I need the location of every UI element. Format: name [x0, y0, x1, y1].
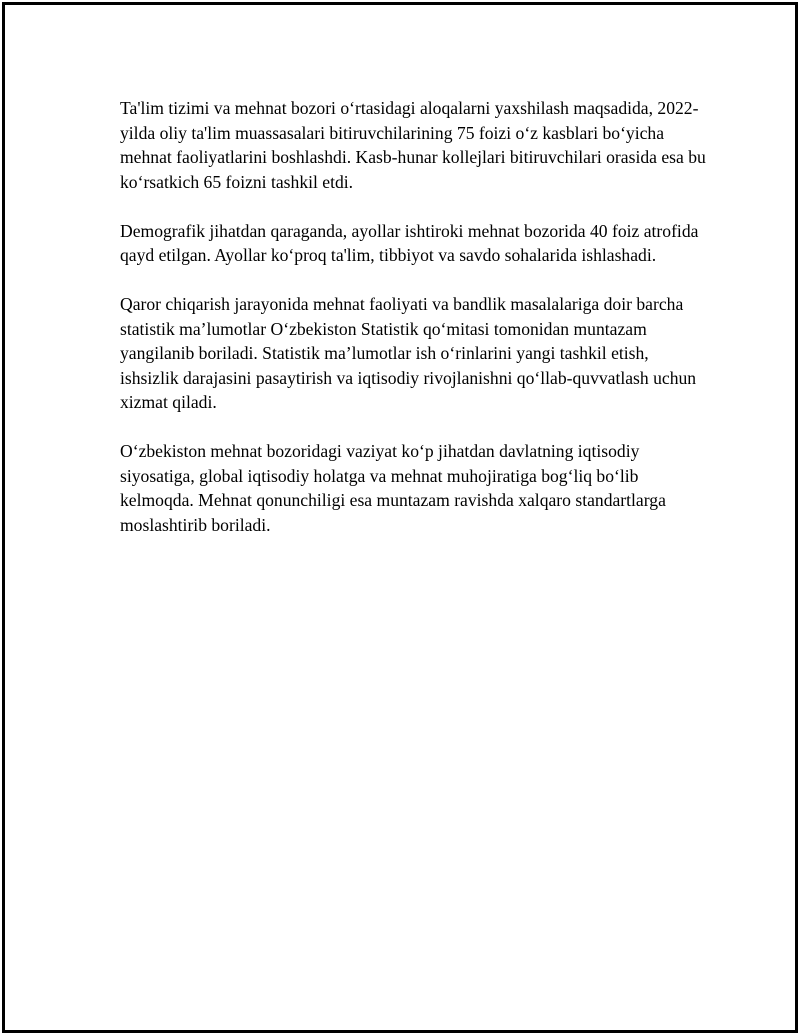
document-body	[120, 96, 710, 562]
document-page	[2, 2, 798, 1033]
paragraph-education-employment: Ta'lim tizimi va mehnat bozori o‘rtasidagi aloqalarni yaxshilash maqsadida, 2022-yilda oliy ta'lim muassasalari bitiruvchilarining 75 foizi o‘z kasblari bo‘yicha mehnat faoliyatlarini boshlashdi. Kasb-hunar kollejlari bitiruvchilari orasida esa bu ko‘rsatkich 65 foizni tashkil etdi.	[120, 98, 706, 192]
paragraph-labor-market-situation: O‘zbekiston mehnat bozoridagi vaziyat ko‘p jihatdan davlatning iqtisodiy siyosatiga, global iqtisodiy holatga va mehnat muhojiratiga bog‘liq bo‘lib kelmoqda. Mehnat qonunchiligi esa muntazam ravishda xalqaro standartlarga moslashtirib boriladi.	[120, 441, 666, 535]
paragraph-statistics-committee: Qaror chiqarish jarayonida mehnat faoliyati va bandlik masalalariga doir barcha statistik ma’lumotlar O‘zbekiston Statistik qo‘mitasi tomonidan muntazam yangilanib boriladi. Statistik ma’lumotlar ish o‘rinlarini yangi tashkil etish, ishsizlik darajasini pasaytirish va iqtisodiy rivojlanishni qo‘llab-quvvatlash uchun xizmat qiladi.	[120, 294, 697, 412]
paragraph-women-participation: Demografik jihatdan qaraganda, ayollar ishtiroki mehnat bozorida 40 foiz atrofida qayd etilgan. Ayollar ko‘proq ta'lim, tibbiyot va savdo sohalarida ishlashadi.	[120, 220, 699, 265]
